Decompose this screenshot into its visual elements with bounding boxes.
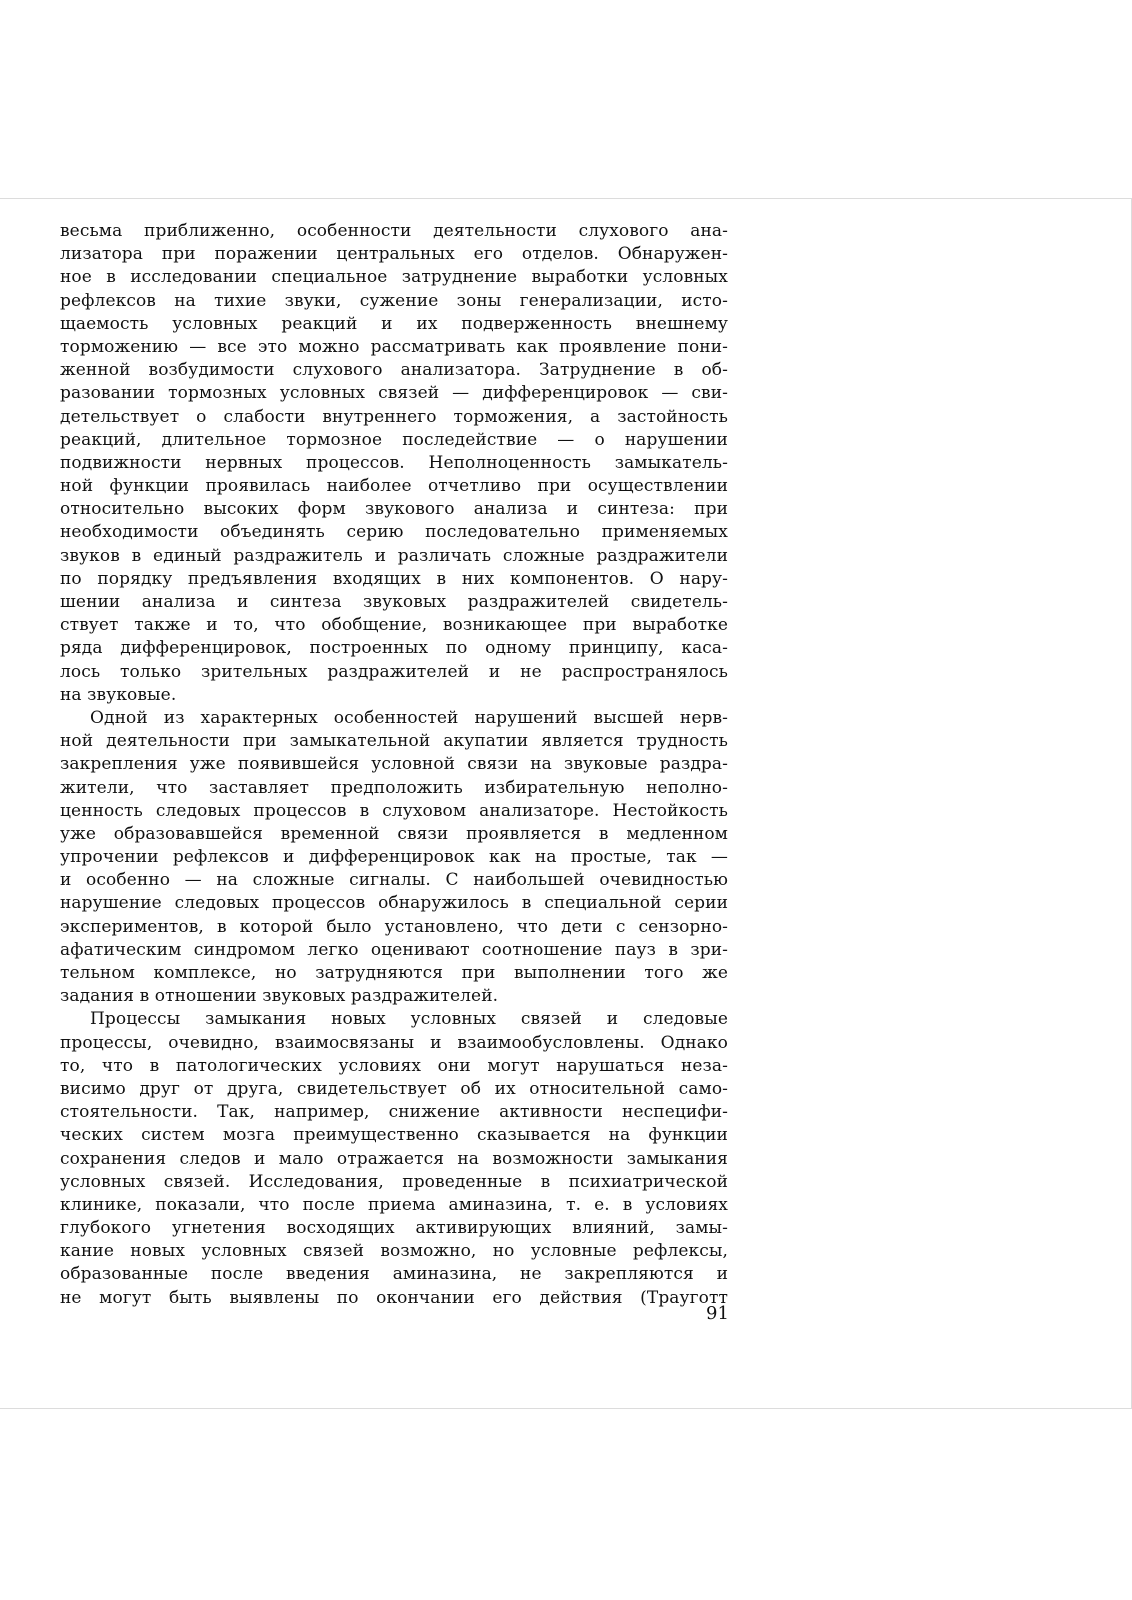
text-line: висимо друг от друга, свидетельствует об их относительной само- bbox=[60, 1078, 728, 1099]
text-line: относительно высоких форм звукового анализа и синтеза: при bbox=[60, 499, 728, 520]
text-line: торможению — все это можно рассматривать как проявление пони- bbox=[60, 336, 728, 357]
text-line: необходимости объединять серию последовательно применяемых bbox=[60, 522, 728, 543]
text-line: клинике, показали, что после приема аминазина, т. е. в условиях bbox=[60, 1194, 728, 1215]
text-line: лось только зрительных раздражителей и не распространялось bbox=[60, 661, 728, 682]
page-number: 91 bbox=[706, 1303, 729, 1324]
scan-edge-bottom bbox=[0, 1408, 1132, 1409]
text-line: Одной из характерных особенностей нарушений высшей нерв- bbox=[90, 707, 728, 728]
text-line: то, что в патологических условиях они могут нарушаться неза- bbox=[60, 1055, 728, 1076]
text-line: образованные после введения аминазина, не закрепляются и bbox=[60, 1264, 728, 1285]
paragraph bbox=[60, 1008, 728, 1309]
text-line: ное в исследовании специальное затруднение выработки условных bbox=[60, 267, 728, 288]
text-line: закрепления уже появившейся условной связи на звуковые раздра- bbox=[60, 754, 728, 775]
text-line: экспериментов, в которой было установлено, что дети с сензорно- bbox=[60, 916, 728, 937]
text-line: ной деятельности при замыкательной акупатии является трудность bbox=[60, 731, 728, 752]
text-line: на звуковые. bbox=[60, 684, 177, 705]
text-line: звуков в единый раздражитель и различать сложные раздражители bbox=[60, 545, 728, 566]
text-line: нарушение следовых процессов обнаружилось в специальной серии bbox=[60, 893, 728, 914]
text-line: разовании тормозных условных связей — дифференцировок — сви- bbox=[60, 383, 728, 404]
text-line: шении анализа и синтеза звуковых раздражителей свидетель- bbox=[60, 592, 728, 612]
text-line: глубокого угнетения восходящих активирующих влияний, замы- bbox=[60, 1218, 728, 1239]
text-line: подвижности нервных процессов. Неполноценность замыкатель- bbox=[60, 452, 728, 473]
text-line: ной функции проявилась наиболее отчетливо при осуществлении bbox=[60, 476, 728, 497]
text-line: ствует также и то, что обобщение, возникающее при выработке bbox=[60, 615, 728, 636]
text-line: весьма приближенно, особенности деятельности слухового ана- bbox=[60, 221, 728, 241]
text-line: Процессы замыкания новых условных связей и следовые bbox=[90, 1009, 728, 1030]
text-line: лизатора при поражении центральных его отделов. Обнаружен- bbox=[60, 244, 728, 265]
text-line: задания в отношении звуковых раздражителей. bbox=[60, 986, 499, 1007]
text-line: процессы, очевидно, взаимосвязаны и взаимообусловлены. Однако bbox=[60, 1032, 728, 1053]
text-line: ческих систем мозга преимущественно сказывается на функции bbox=[60, 1125, 728, 1146]
text-line: упрочении рефлексов и дифференцировок как на простые, так — bbox=[60, 847, 728, 868]
page-body-text bbox=[60, 220, 728, 1310]
text-line: стоятельности. Так, например, снижение активности неспецифи- bbox=[60, 1102, 728, 1123]
paragraph bbox=[60, 707, 728, 1008]
text-line: ценность следовых процессов в слуховом анализаторе. Нестойкость bbox=[60, 800, 728, 821]
text-line: не могут быть выявлены по окончании его действия (Трауготт bbox=[60, 1287, 728, 1308]
paragraph bbox=[60, 220, 728, 707]
text-line: тельном комплексе, но затрудняются при выполнении того же bbox=[60, 963, 728, 983]
text-line: уже образовавшейся временной связи проявляется в медленном bbox=[60, 823, 728, 844]
text-line: ряда дифференцировок, построенных по одному принципу, каса- bbox=[60, 638, 728, 659]
text-line: щаемость условных реакций и их подверженность внешнему bbox=[60, 313, 728, 334]
text-line: женной возбудимости слухового анализатора. Затруднение в об- bbox=[60, 360, 728, 381]
scan-edge-top bbox=[0, 198, 1132, 199]
text-line: рефлексов на тихие звуки, сужение зоны генерализации, исто- bbox=[60, 290, 728, 311]
text-line: условных связей. Исследования, проведенные в психиатрической bbox=[60, 1171, 728, 1192]
text-line: жители, что заставляет предположить избирательную неполно- bbox=[60, 777, 728, 798]
text-line: детельствует о слабости внутреннего торможения, а застойность bbox=[60, 406, 728, 427]
text-line: по порядку предъявления входящих в них компонентов. О нару- bbox=[60, 568, 728, 589]
text-line: кание новых условных связей возможно, но условные рефлексы, bbox=[60, 1241, 728, 1262]
text-line: сохранения следов и мало отражается на возможности замыкания bbox=[60, 1148, 728, 1169]
text-line: афатическим синдромом легко оценивают соотношение пауз в зри- bbox=[60, 939, 728, 960]
text-line: и особенно — на сложные сигналы. С наибольшей очевидностью bbox=[60, 870, 728, 891]
text-line: реакций, длительное тормозное последействие — о нарушении bbox=[60, 429, 728, 450]
